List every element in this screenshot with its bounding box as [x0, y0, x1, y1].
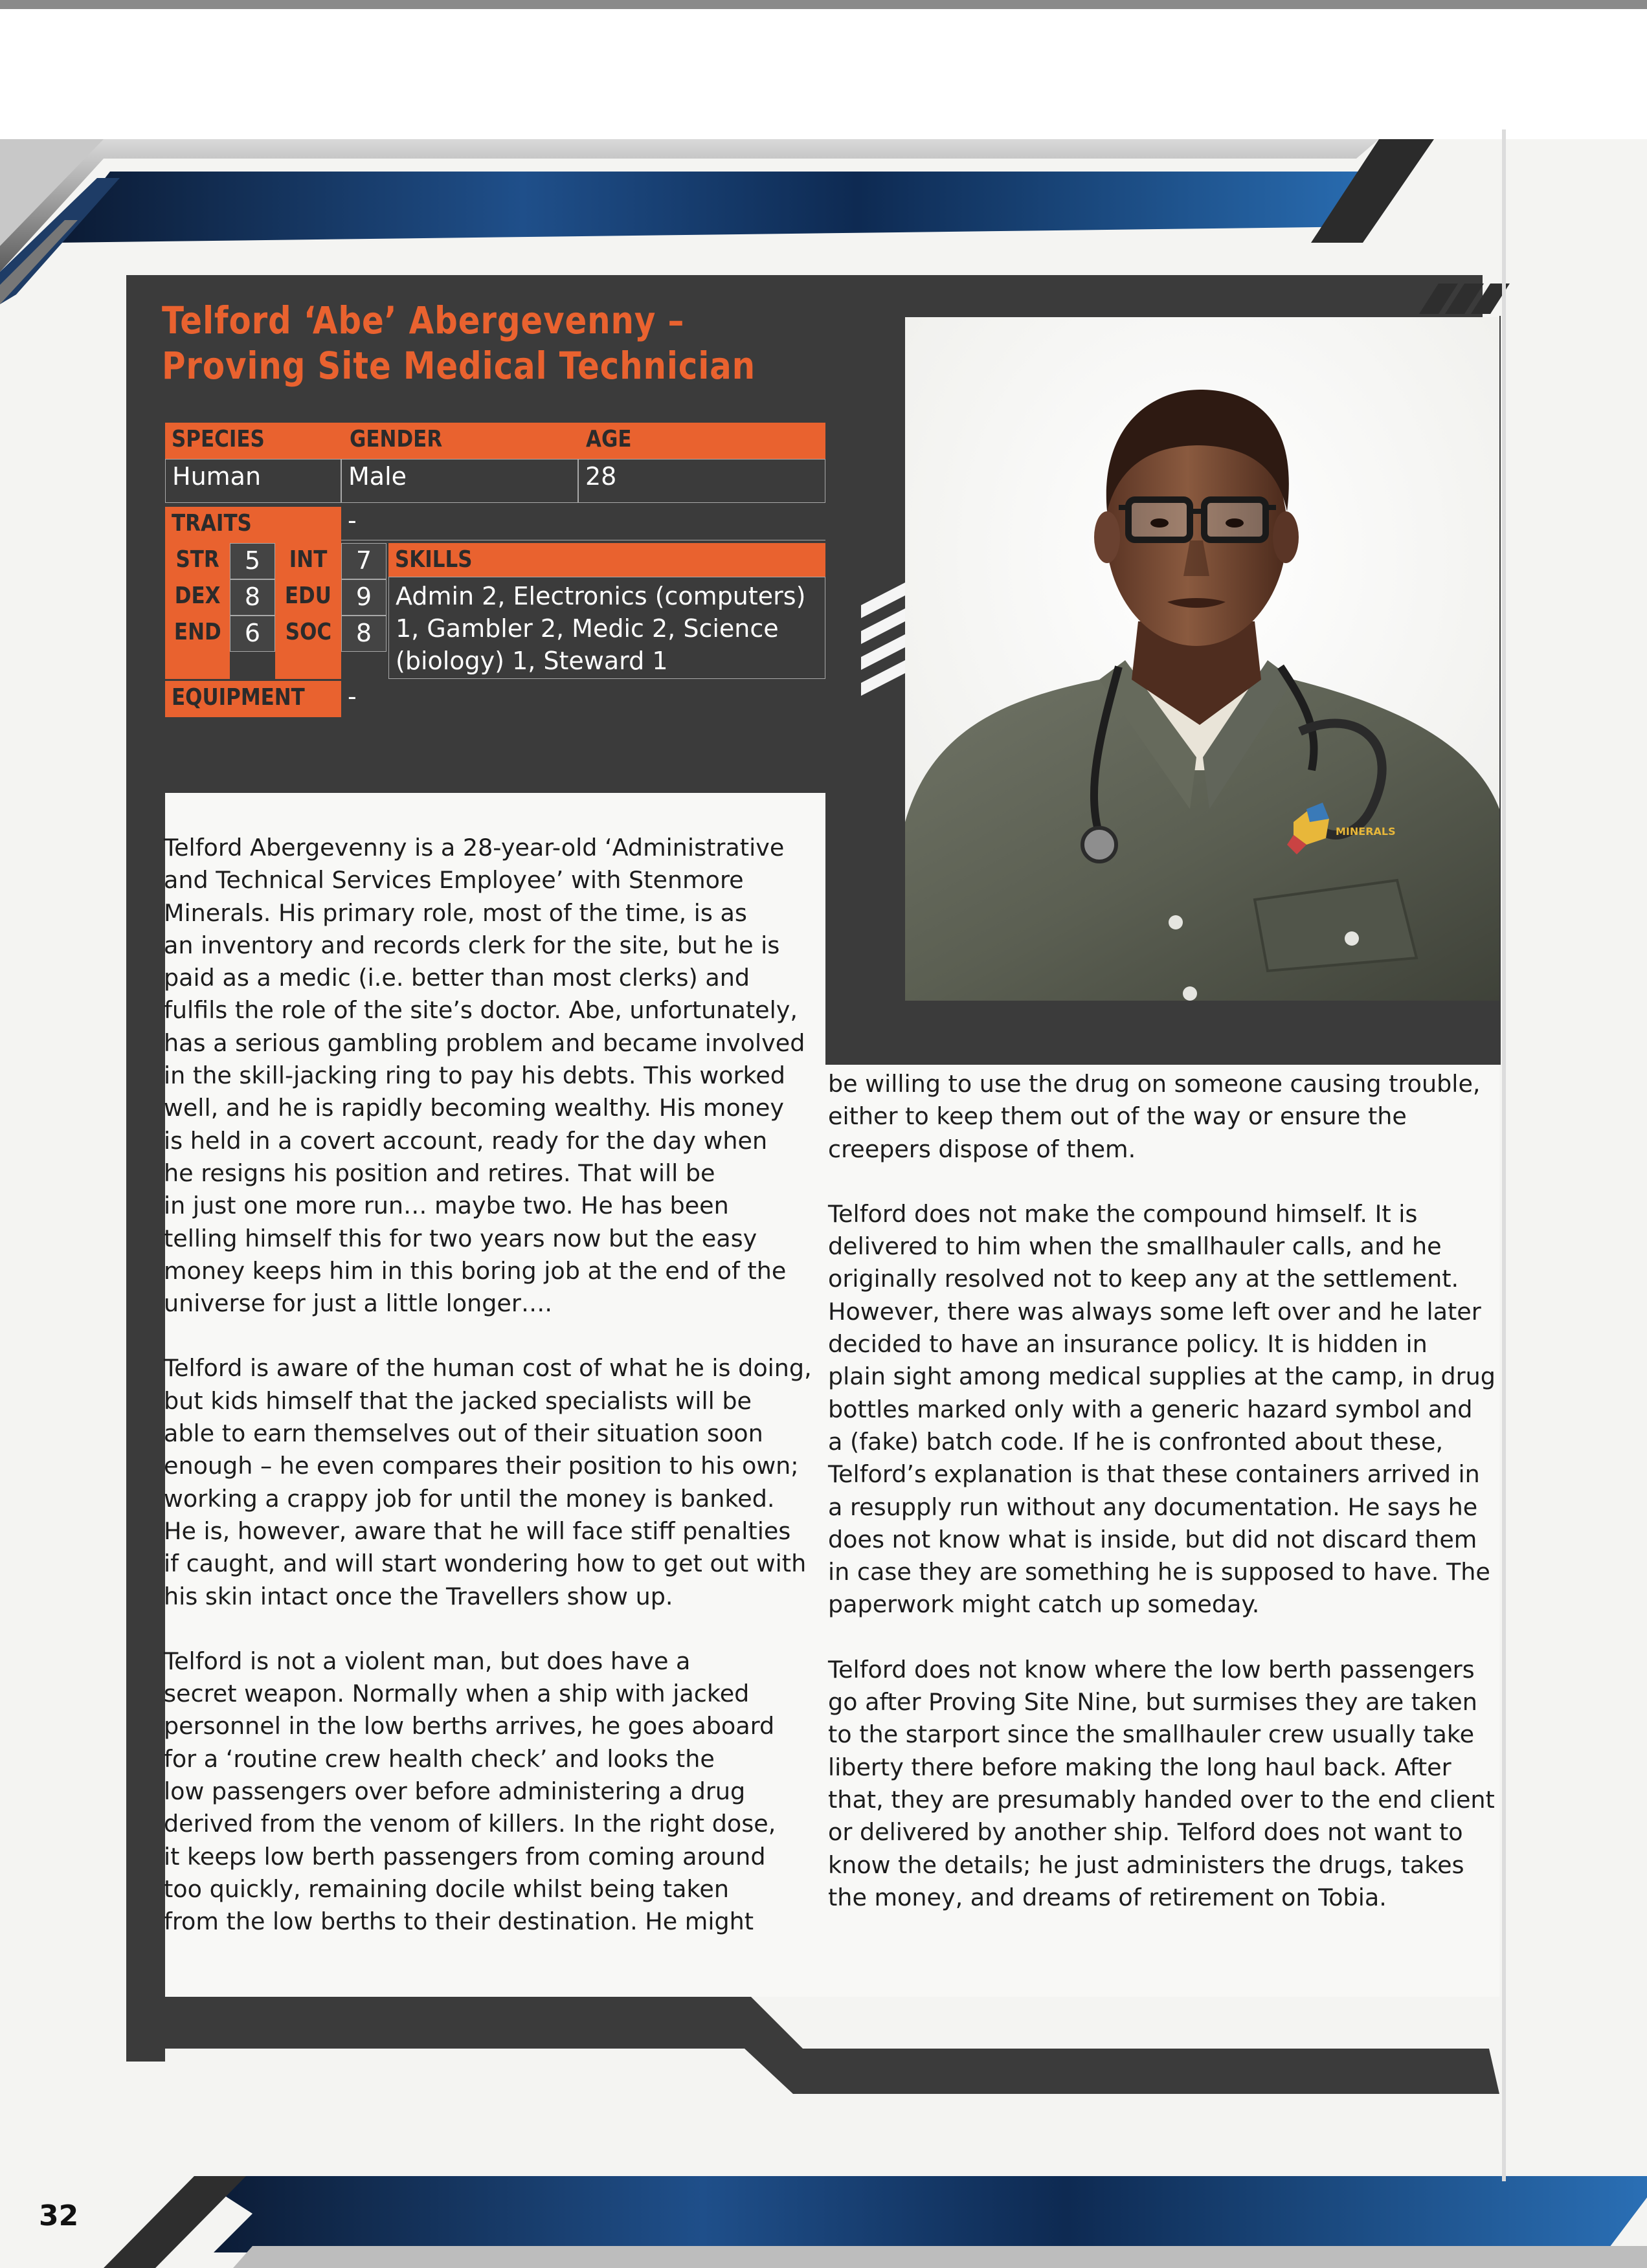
text-line: know the details; he just administers the drugs, takes	[828, 1851, 1464, 1879]
age-value: 28	[578, 459, 825, 503]
text-line: has a serious gambling problem and became involved	[164, 1028, 805, 1057]
paragraph	[164, 832, 824, 1320]
text-line: Telford is aware of the human cost of what he is doing,	[164, 1354, 812, 1383]
text-line: too quickly, remaining docile whilst being taken	[164, 1874, 729, 1903]
text-line: However, there was always some left over and he later	[828, 1297, 1481, 1326]
text-line: the money, and dreams of retirement on Tobia.	[828, 1883, 1387, 1911]
title-line-2: Proving Site Medical Technician	[162, 344, 756, 388]
text-line: it keeps low berth passengers from coming around	[164, 1842, 766, 1871]
text-line: either to keep them out of the way or ensure the	[828, 1102, 1407, 1131]
text-line: from the low berths to their destination. He might	[164, 1907, 754, 1936]
dex-value: 8	[230, 579, 275, 616]
text-line: paid as a medic (i.e. better than most clerks) and	[164, 964, 750, 992]
text-line: secret weapon. Normally when a ship with jacked	[164, 1680, 750, 1708]
paragraph	[828, 1198, 1501, 1621]
text-line: that, they are presumably handed over to the end client	[828, 1785, 1495, 1814]
character-title	[162, 298, 756, 388]
skills-line: 1, Gambler 2, Medic 2, Science	[396, 614, 779, 643]
soc-value: 8	[341, 616, 387, 652]
column-left	[164, 832, 824, 1971]
str-value: 5	[230, 543, 275, 579]
gender-value: Male	[341, 459, 578, 503]
text-line: He is, however, aware that he will face stiff penalties	[164, 1517, 791, 1545]
page-number: 32	[39, 2199, 79, 2232]
text-line: go after Proving Site Nine, but surmises they are taken	[828, 1688, 1477, 1717]
equipment-value: -	[348, 682, 357, 711]
stat-filler-right	[275, 652, 341, 679]
text-line: well, and he is rapidly becoming wealthy. His money	[164, 1094, 784, 1122]
text-line: working a crappy job for until the money is banked.	[164, 1484, 775, 1513]
traits-label: TRAITS	[165, 507, 341, 543]
skills-line: (biology) 1, Steward 1	[396, 647, 668, 675]
species-value: Human	[165, 459, 341, 503]
column-right	[828, 1068, 1501, 1946]
paragraph	[828, 1654, 1501, 1914]
skills-line: Admin 2, Electronics (computers)	[396, 582, 806, 610]
text-line: enough – he even compares their position to his own;	[164, 1452, 799, 1480]
edu-value: 9	[341, 579, 387, 616]
portrait-illustration	[905, 317, 1499, 1001]
text-line: plain sight among medical supplies at the camp, in drug	[828, 1362, 1496, 1391]
text-line: derived from the venom of killers. In the right dose,	[164, 1810, 776, 1838]
text-line: delivered to him when the smallhauler calls, and he	[828, 1232, 1442, 1261]
text-line: paperwork might catch up someday.	[828, 1590, 1260, 1619]
text-line: Telford does not know where the low berth passengers	[828, 1655, 1475, 1684]
text-line: a (fake) batch code. If he is confronted about these,	[828, 1427, 1444, 1456]
badge-text: MINERALS	[1336, 825, 1396, 838]
traits-value: -	[341, 507, 825, 540]
text-line: he resigns his position and retires. That will be	[164, 1159, 715, 1187]
text-line: Telford does not make the compound himself. It is	[828, 1199, 1418, 1228]
text-line: low passengers over before administering a drug	[164, 1777, 746, 1806]
edu-label: EDU	[275, 579, 341, 616]
text-line: personnel in the low berths arrives, he goes aboard	[164, 1712, 775, 1740]
stat-filler-left	[165, 652, 230, 679]
text-line: creepers dispose of them.	[828, 1135, 1136, 1163]
text-line: Minerals. His primary role, most of the time, is as	[164, 898, 747, 927]
character-portrait	[905, 317, 1499, 1001]
text-line: if caught, and will start wondering how to get out with	[164, 1550, 807, 1578]
text-line: in case they are something he is supposed to have. The	[828, 1558, 1490, 1586]
title-line-1: Telford ‘Abe’ Abergevenny –	[162, 298, 685, 342]
text-line: be willing to use the drug on someone causing trouble,	[828, 1070, 1481, 1098]
text-line: liberty there before making the long haul back. After	[828, 1753, 1451, 1781]
int-label: INT	[275, 543, 341, 579]
text-line: Telford is not a violent man, but does have a	[164, 1647, 691, 1675]
text-line: Telford’s explanation is that these containers arrived in	[828, 1460, 1480, 1489]
text-line: his skin intact once the Travellers show up.	[164, 1582, 673, 1610]
skills-label: SKILLS	[388, 543, 825, 577]
text-line: a resupply run without any documentation. He says he	[828, 1493, 1478, 1521]
text-line: in the skill-jacking ring to pay his debts. This worked	[164, 1062, 785, 1090]
text-line: and Technical Services Employee’ with Stenmore	[164, 866, 744, 895]
text-line: in just one more run… maybe two. He has been	[164, 1192, 729, 1220]
text-line: to the starport since the smallhauler crew usually take	[828, 1720, 1475, 1749]
gender-label: GENDER	[350, 426, 443, 452]
text-line: originally resolved not to keep any at the settlement.	[828, 1265, 1459, 1293]
int-value: 7	[341, 543, 387, 579]
soc-label: SOC	[275, 616, 341, 652]
end-value: 6	[230, 616, 275, 652]
text-line: but kids himself that the jacked specialists will be	[164, 1386, 752, 1415]
text-line: universe for just a little longer….	[164, 1289, 552, 1318]
text-line: for a ‘routine crew health check’ and looks the	[164, 1744, 715, 1773]
text-line: Telford Abergevenny is a 28-year-old ‘Administrative	[164, 834, 785, 862]
text-line: telling himself this for two years now but the easy	[164, 1224, 757, 1252]
text-line: is held in a covert account, ready for the day when	[164, 1126, 768, 1155]
text-line: fulfils the role of the site’s doctor. Abe, unfortunately,	[164, 996, 798, 1025]
text-line: does not know what is inside, but did not discard them	[828, 1525, 1477, 1553]
dex-label: DEX	[165, 579, 230, 616]
end-label: END	[165, 616, 230, 652]
text-line: an inventory and records clerk for the site, but he is	[164, 931, 780, 959]
text-line: money keeps him in this boring job at the end of the	[164, 1256, 787, 1285]
text-line: bottles marked only with a generic hazard symbol and	[828, 1395, 1473, 1423]
species-label: SPECIES	[172, 426, 265, 452]
text-line: or delivered by another ship. Telford does not want to	[828, 1818, 1463, 1847]
skills-value	[388, 577, 825, 679]
age-label: AGE	[586, 426, 632, 452]
str-label: STR	[165, 543, 230, 579]
paragraph	[164, 1352, 824, 1612]
paragraph	[164, 1645, 824, 1939]
text-line: decided to have an insurance policy. It is hidden in	[828, 1330, 1428, 1359]
paragraph	[828, 1068, 1501, 1166]
text-line: able to earn themselves out of their situation soon	[164, 1419, 763, 1448]
equipment-label: EQUIPMENT	[165, 681, 341, 717]
